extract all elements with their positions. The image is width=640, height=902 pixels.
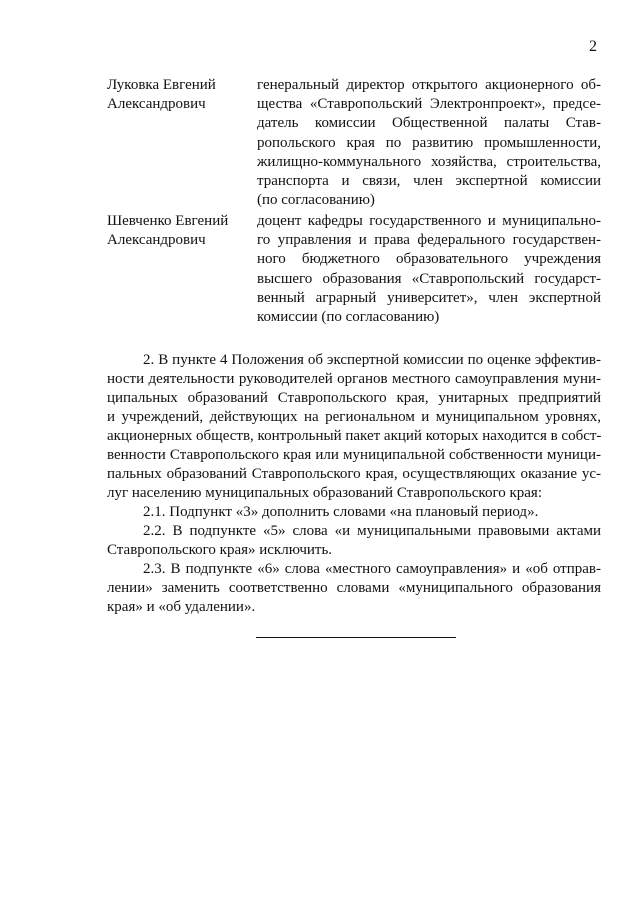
member-name-line: Луковка Евгений [107, 77, 216, 93]
member-name-line: Александрович [107, 96, 206, 112]
member-role-line: датель комиссии Общественной палаты Став- [257, 115, 601, 132]
member-name [107, 212, 257, 250]
member-role-line: жилищно-коммунального хозяйства, строительства, [257, 153, 601, 170]
paragraph-line: 2.2. В подпункте «5» слова «и муниципальными правовыми актами [143, 523, 601, 539]
paragraph-line: Ставропольского края» исключить. [107, 542, 333, 558]
paragraph-line: 2.1. Подпункт «3» дополнить словами «на плановый период». [143, 504, 539, 520]
member-role-line: доцент кафедры государственного и муниципально- [257, 213, 601, 229]
paragraph-line: ности деятельности руководителей органов местного самоуправления муни- [107, 371, 601, 387]
member-name-line: Александрович [107, 232, 206, 248]
paragraph-line: ципальных образований Ставропольского края, унитарных предприятий [107, 390, 601, 406]
member-name [107, 76, 257, 114]
member-role [257, 212, 601, 327]
member-role-line: го управления и права федерального государствен- [257, 232, 601, 249]
paragraph-line: 2.3. В подпункте «6» слова «местного самоуправления» и «об отправ- [143, 561, 601, 577]
member-role-line: ропольского края по развитию промышленности, [257, 134, 601, 151]
member-role-line: щества «Ставропольский Электронпроект», предсе- [257, 96, 601, 113]
member-role-line: генеральный директор открытого акционерного об- [257, 77, 601, 93]
paragraph-line: и учреждений, действующих на региональном и муниципальном уровнях, [107, 409, 601, 425]
paragraph-line: пальных образований Ставропольского края, осуществляющих оказание ус- [107, 466, 601, 482]
amendment-text [107, 351, 601, 617]
paragraph-line: 2. В пункте 4 Положения об экспертной комиссии по оценке эффектив- [143, 352, 601, 368]
paragraph-line: края» и «об удалении». [107, 599, 256, 615]
page-number: 2 [589, 38, 597, 55]
member-role-line: комиссии (по согласованию) [257, 309, 440, 326]
member-role-line: венный аграрный университет», член экспертной [257, 289, 601, 306]
member-role-line: транспорта и связи, член экспертной комиссии [257, 173, 601, 190]
member-role [257, 76, 601, 210]
paragraph-line: лении» заменить соответственно словами «муниципального образования [107, 580, 601, 596]
paragraph-line: луг населению муниципальных образований Ставропольского края: [107, 485, 542, 501]
member-role-line: высшего образования «Ставропольский государст- [257, 270, 601, 287]
member-role-line: ного бюджетного образовательного учреждения [257, 251, 601, 268]
closing-separator-line [256, 637, 456, 638]
member-name-line: Шевченко Евгений [107, 213, 229, 229]
paragraph-line: акционерных обществ, контрольный пакет акций которых находится в собст- [107, 428, 602, 444]
paragraph-line: венности Ставропольского края или муниципальной собственности муници- [107, 447, 601, 463]
member-role-line: (по согласованию) [257, 192, 375, 209]
